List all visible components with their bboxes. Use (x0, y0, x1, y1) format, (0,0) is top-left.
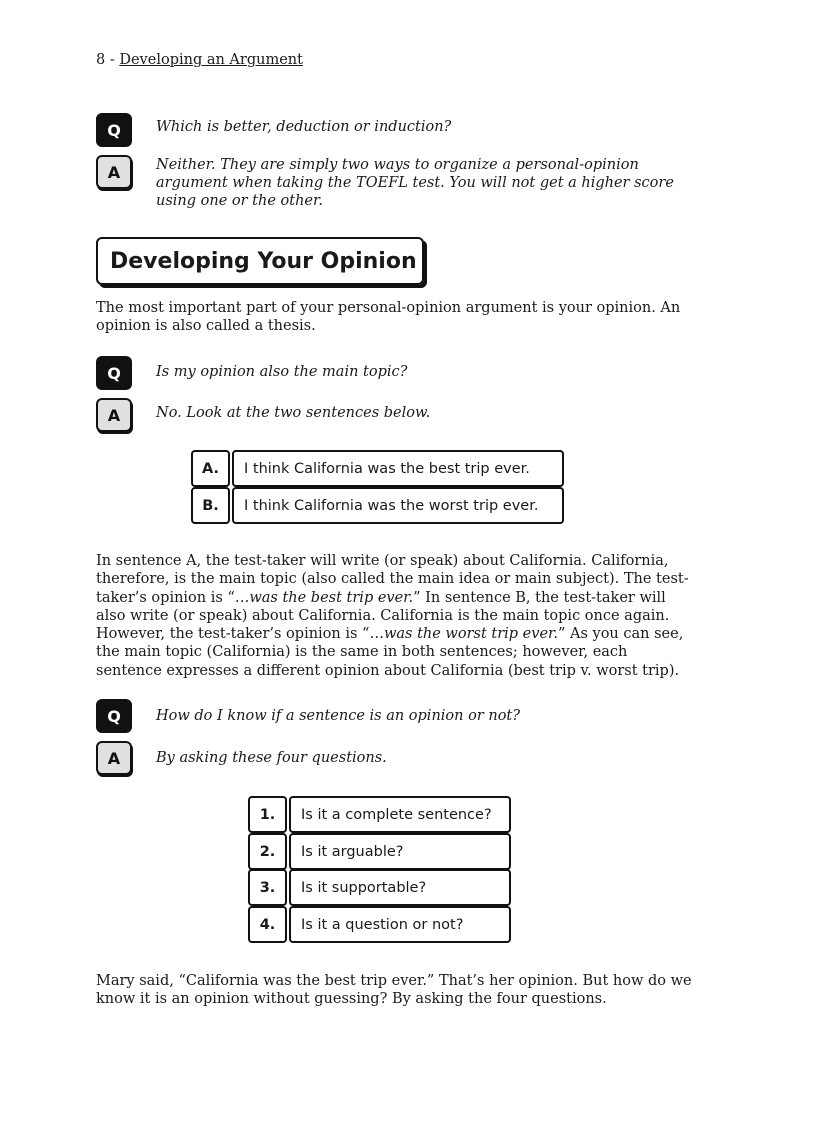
closing-paragraph: Mary said, “California was the best trip ever.” That’s her opinion. But how do we know it is an opinion without guessing? By asking the four questions. (96, 973, 692, 1008)
section-heading (96, 237, 424, 285)
question-badge: Q (96, 356, 132, 390)
chapter-title: Developing an Argument (119, 52, 303, 68)
question-number: 3. (248, 869, 287, 906)
question-item: Is it a complete sentence? (289, 796, 511, 833)
sentence-row (191, 450, 564, 487)
sentence-text: I think California was the worst trip ever. (232, 487, 564, 524)
question-row (248, 796, 511, 833)
emphasis-worst: …was the worst trip ever. (369, 626, 558, 643)
question-number: 4. (248, 906, 287, 943)
answer-text: By asking these four questions. (156, 750, 387, 766)
question-badge: Q (96, 699, 132, 733)
sentence-label: A. (191, 450, 230, 487)
answer-text: No. Look at the two sentences below. (156, 405, 431, 421)
page-number: 8 - (96, 52, 120, 68)
section-heading-text: Developing Your Opinion (110, 248, 417, 274)
question-item: Is it arguable? (289, 833, 511, 870)
question-item: Is it supportable? (289, 869, 511, 906)
question-row (248, 869, 511, 906)
question-text: How do I know if a sentence is an opinion or not? (156, 708, 521, 724)
answer-badge: A (96, 155, 132, 189)
question-number: 1. (248, 796, 287, 833)
sentence-label: B. (191, 487, 230, 524)
question-row (248, 833, 511, 870)
question-item: Is it a question or not? (289, 906, 511, 943)
question-text: Which is better, deduction or induction? (156, 119, 452, 135)
running-head (96, 52, 303, 68)
answer-badge: A (96, 398, 132, 432)
intro-paragraph: The most important part of your personal-opinion argument is your opinion. An opinion is also called a thesis. (96, 300, 681, 335)
answer-text: Neither. They are simply two ways to organize a personal-opinion argument when taking the TOEFL test. You will not get a higher score using one or the other. (156, 157, 674, 209)
explanation-text: In sentence A, the test-taker will write (or speak) about California. California, therefore, is the main topic (also called the main idea or main subject). The test-taker’s opinion is “ (96, 553, 689, 606)
sentence-row (191, 487, 564, 524)
question-number: 2. (248, 833, 287, 870)
question-row (248, 906, 511, 943)
emphasis-best: …was the best trip ever. (234, 589, 414, 606)
question-text: Is my opinion also the main topic? (156, 364, 408, 380)
sentence-text: I think California was the best trip ever. (232, 450, 564, 487)
explanation-paragraph (96, 552, 696, 680)
explanation-text: ” As you can see, the main topic (California) is the same in both sentences; however, each sentence expresses a different opinion about California (best trip v. worst trip). (96, 626, 684, 679)
answer-badge: A (96, 741, 132, 775)
question-badge: Q (96, 113, 132, 147)
explanation-text: ” In sentence B, the test-taker will also write (or speak) about California. California is the main topic once again. However, the test-taker’s opinion is “ (96, 589, 670, 643)
